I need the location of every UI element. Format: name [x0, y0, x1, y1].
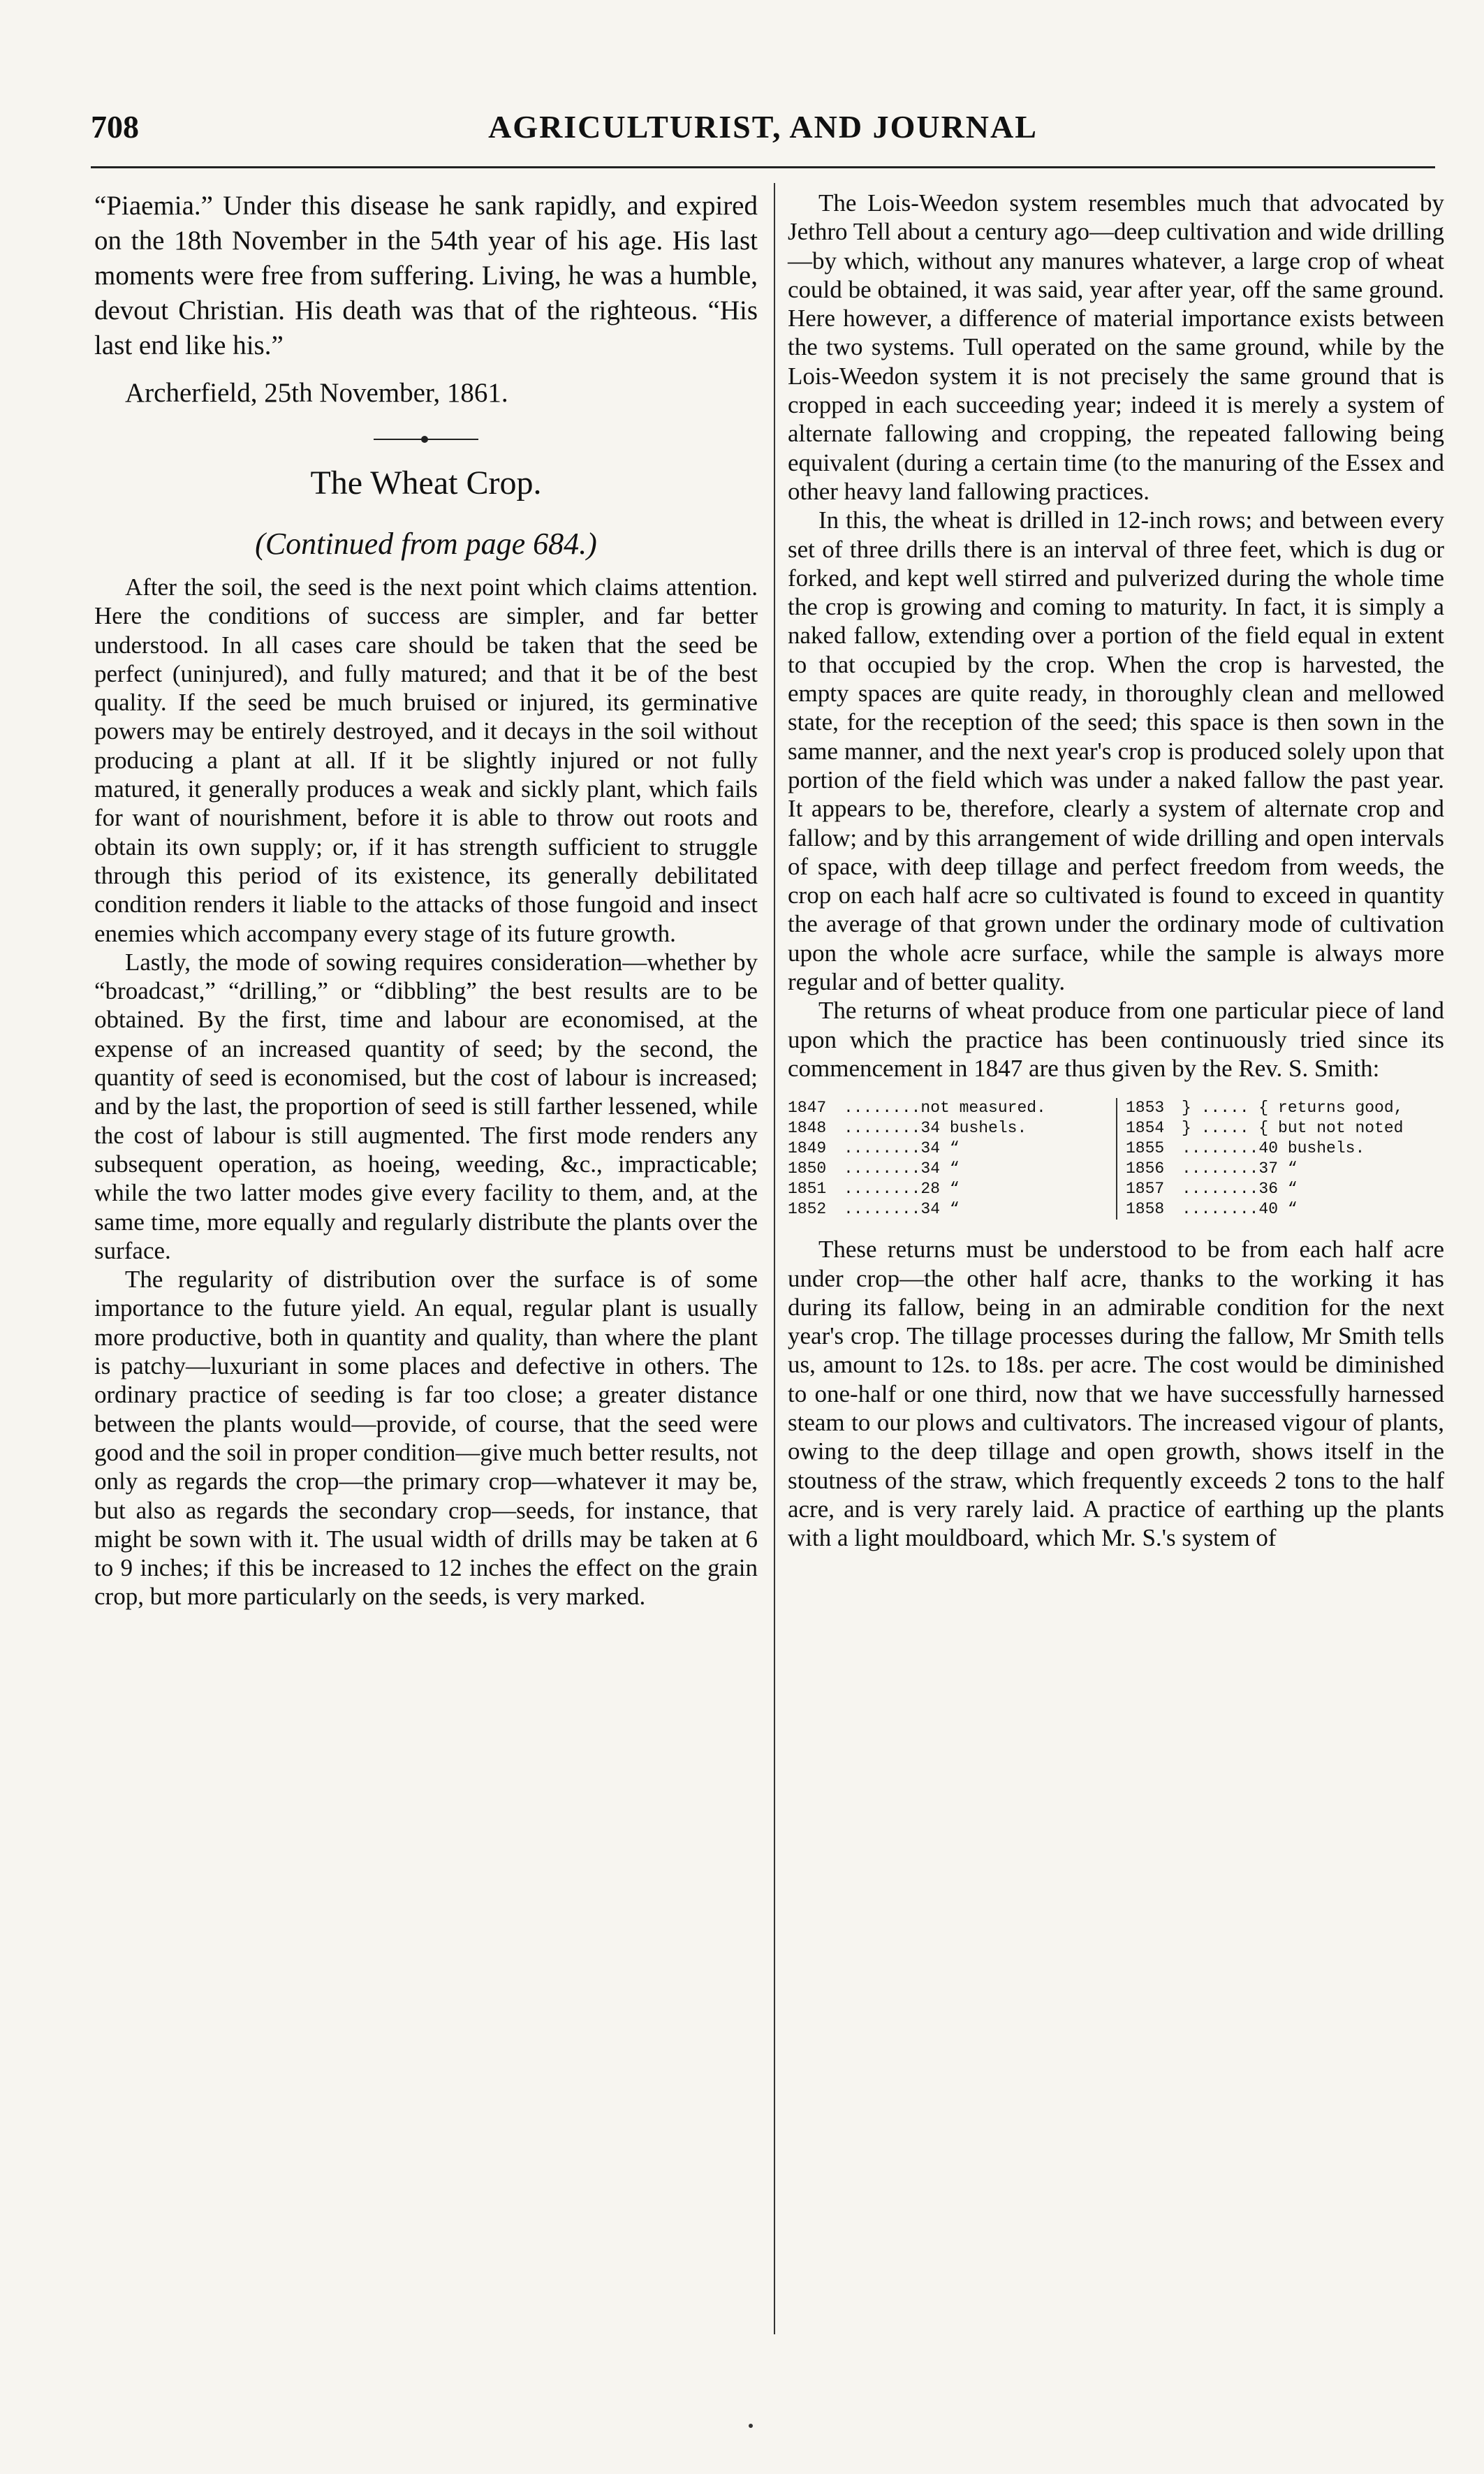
returns-value: ........34 “ [844, 1159, 960, 1178]
printer-dot [749, 2424, 753, 2428]
column-divider [774, 183, 775, 2334]
returns-year: 1858 [1126, 1200, 1165, 1219]
article-title: The Wheat Crop. [310, 464, 542, 502]
section-separator [374, 439, 478, 440]
returns-row [1126, 1139, 1439, 1159]
article-paragraph: After the soil, the seed is the next point which claims attention. Here the conditions of success are simpler, and far better understood. In all cases care should be taken that the seed be perfect (uninjured), and fully matured; and that it be of the best quality. If the seed be much bruised or injured, its germinative powers may be entirely destroyed, and it decays in the soil without producing a plant at all. If it be slightly injured or not fully matured, it generally produces a weak and sickly plant, which fails for want of nourishment, before it is able to throw out roots and obtain its own supply; or, if it has strength sufficient to struggle through this period of its existence, its generally debilitated condition renders it liable to the attacks of those fungoid and insect enemies which accompany every stage of its future growth. [94, 573, 758, 947]
returns-year: 1851 [788, 1180, 827, 1199]
returns-year: 1856 [1126, 1159, 1165, 1178]
returns-row [1126, 1199, 1439, 1220]
header-rule [91, 166, 1435, 168]
returns-year: 1847 [788, 1099, 827, 1118]
obituary-text: “Piaemia.” Under this disease he sank rapidly, and expired on the 18th November in the 54th year of his age. His last moments were free from suffering. Living, he was a humble, devout Christian. His death was that of the righteous. “His last end like his.” [94, 191, 758, 360]
returns-column-left [788, 1098, 1116, 1220]
article-paragraph: In this, the wheat is drilled in 12-inch rows; and between every set of three drills there is an interval of three feet, which is dug or forked, and kept well stirred and pulverized during the whole time the crop is growing and coming to maturity. In fact, it is simply a naked fallow, extending over a portion of the field equal in extent to that occupied by the crop. When the crop is harvested, the empty spaces are quite ready, in thoroughly clean and mellowed state, for the reception of the seed; this space is then sown in the same manner, and the next year's crop is produced solely upon that portion of the field which was under a naked fallow the past year. It appears to be, therefore, clearly a system of alternate crop and fallow; and by this arrangement of wide drilling and open intervals of space, with deep tillage and perfect freedom from weeds, the crop on each half acre so cultivated is found to exceed in quantity the average of that grown under the ordinary mode of cultivation upon the whole acre surface, while the sample is always more regular and of better quality. [788, 506, 1444, 996]
returns-row [788, 1159, 1110, 1179]
returns-row [1126, 1098, 1439, 1118]
returns-column-right [1116, 1098, 1444, 1220]
page-header [91, 108, 1435, 157]
returns-year: 1853 [1126, 1099, 1165, 1118]
returns-row [788, 1118, 1110, 1139]
returns-value: ........28 “ [844, 1180, 960, 1199]
returns-value: ........not measured. [844, 1099, 1046, 1118]
right-column [788, 189, 1444, 1552]
returns-value: ........36 “ [1182, 1180, 1298, 1199]
returns-row [1126, 1179, 1439, 1199]
returns-row [1126, 1118, 1439, 1139]
article-paragraph: The returns of wheat produce from one particular piece of land upon which the practice has been continuously tried since its commencement in 1847 are thus given by the Rev. S. Smith: [788, 997, 1444, 1082]
returns-value: ........34 “ [844, 1200, 960, 1219]
returns-row [788, 1098, 1110, 1118]
returns-year: 1850 [788, 1159, 827, 1178]
returns-year: 1852 [788, 1200, 827, 1219]
returns-year: 1848 [788, 1119, 827, 1138]
returns-year: 1857 [1126, 1180, 1165, 1199]
running-head: AGRICULTURIST, AND JOURNAL [488, 109, 1038, 145]
article-paragraph: Lastly, the mode of sowing requires consideration—whether by “broadcast,” “drilling,” or “dibbling” the best results are to be obtained. By the first, time and labour are economised, at the expense of an increased quantity of seed; by the second, the quantity of seed is economised, but the cost of labour is increased; and by the last, the proportion of seed is still farther lessened, while the cost of labour is still augmented. The first mode renders any subsequent operation, as hoeing, weeding, &c., impracticable; while the two latter modes give every facility to them, and, at the same time, more equally and regularly distribute the plants over the surface. [94, 948, 758, 1264]
returns-value: } ..... { returns good, [1182, 1099, 1404, 1118]
obituary-signoff: Archerfield, 25th November, 1861. [125, 378, 508, 408]
returns-row [788, 1179, 1110, 1199]
returns-value: ........40 bushels. [1182, 1139, 1365, 1158]
returns-value: } ..... { but not noted [1182, 1119, 1404, 1138]
returns-value: ........34 bushels. [844, 1119, 1027, 1138]
returns-row [1126, 1159, 1439, 1179]
returns-value: ........37 “ [1182, 1159, 1298, 1178]
returns-year: 1855 [1126, 1139, 1165, 1158]
left-column [94, 189, 758, 1611]
article-paragraph: These returns must be understood to be from each half acre under crop—the other half acre, thanks to the working it has during its fallow, being in an admirable condition for the next year's crop. The tillage processes during the fallow, Mr Smith tells us, amount to 12s. to 18s. per acre. The cost would be diminished to one-half or one third, now that we have successfully harnessed steam to our plows and cultivators. The increased vigour of plants, owing to the deep tillage and open growth, shows itself in the stoutness of the straw, which frequently exceeds 2 tons to the half acre, and is very rarely laid. A practice of earthing up the plants with a light mouldboard, which Mr. S.'s system of [788, 1236, 1444, 1552]
continued-note: (Continued from page 684.) [255, 527, 597, 561]
returns-year: 1849 [788, 1139, 827, 1158]
page-number: 708 [91, 109, 139, 145]
returns-value: ........34 “ [844, 1139, 960, 1158]
returns-value: ........40 “ [1182, 1200, 1298, 1219]
article-paragraph: The regularity of distribution over the surface is of some importance to the future yield. An equal, regular plant is usually more productive, both in quantity and quality, than where the plant is patchy—luxuriant in some places and defective in others. The ordinary practice of seeding is far too close; a greater distance between the plants would—provide, of course, that the seed were good and the soil in proper condition—give much better results, not only as regards the crop—the primary crop—whatever it may be, but also as regards the secondary crop—seeds, for instance, that might be sown with it. The usual width of drills may be taken at 6 to 9 inches; if this be increased to 12 inches the effect on the grain crop, but more particularly on the seeds, is very marked. [94, 1266, 758, 1611]
wheat-returns-table [788, 1098, 1444, 1220]
returns-row [788, 1199, 1110, 1220]
returns-year: 1854 [1126, 1119, 1165, 1138]
article-paragraph: The Lois-Weedon system resembles much that advocated by Jethro Tell about a century ago—deep cultivation and wide drilling—by which, without any manures whatever, a large crop of wheat could be obtained, it was said, year after year, off the same ground. Here however, a difference of material importance exists between the two systems. Tull operated on the same ground, while by the Lois-Weedon system it is not precisely the same ground that is cropped in each succeeding year; indeed it is merely a system of alternate fallowing and cropping, the repeated fallowing being equivalent (during a certain time (to the manuring of the Essex and other heavy land fallowing practices. [788, 189, 1444, 505]
returns-row [788, 1139, 1110, 1159]
